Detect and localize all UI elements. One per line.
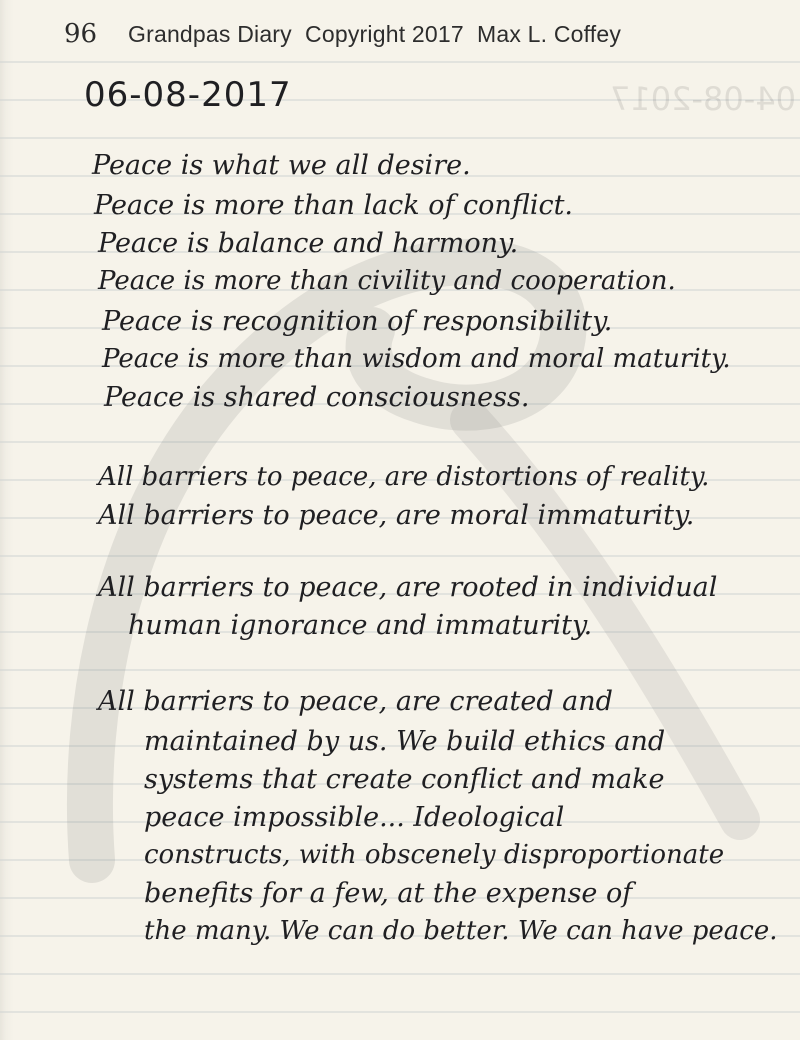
line-4: Peace is more than civility and cooperation. <box>98 266 676 296</box>
line-1: Peace is what we all desire. <box>92 150 471 181</box>
line-14: systems that create conflict and make <box>144 764 665 795</box>
line-13: maintained by us. We build ethics and <box>144 726 666 757</box>
line-18: the many. We can do better. We can have peace. <box>144 916 778 946</box>
line-11: human ignorance and immaturity. <box>128 610 593 641</box>
page-header <box>64 14 784 54</box>
line-8: All barriers to peace, are distortions of reality. <box>98 462 710 492</box>
entry-date: 06-08-2017 <box>84 75 292 115</box>
header-title: Grandpas Diary Copyright 2017 Max L. Coffey <box>128 20 622 47</box>
line-5: Peace is recognition of responsibility. <box>102 306 613 337</box>
line-15: peace impossible... Ideological <box>144 802 565 833</box>
line-17: benefits for a few, at the expense of <box>144 878 633 909</box>
line-9: All barriers to peace, are moral immaturity. <box>98 500 695 531</box>
line-7: Peace is shared consciousness. <box>104 382 530 413</box>
line-12: All barriers to peace, are created and <box>98 686 613 717</box>
line-16: constructs, with obscenely disproportionate <box>144 840 725 870</box>
line-10: All barriers to peace, are rooted in individual <box>98 572 718 603</box>
line-6: Peace is more than wisdom and moral maturity. <box>102 344 731 374</box>
line-2: Peace is more than lack of conflict. <box>94 190 574 221</box>
page-number: 96 <box>64 19 98 49</box>
bleed-through-text: 04-08-2017 <box>610 80 796 118</box>
line-3: Peace is balance and harmony. <box>98 228 519 259</box>
